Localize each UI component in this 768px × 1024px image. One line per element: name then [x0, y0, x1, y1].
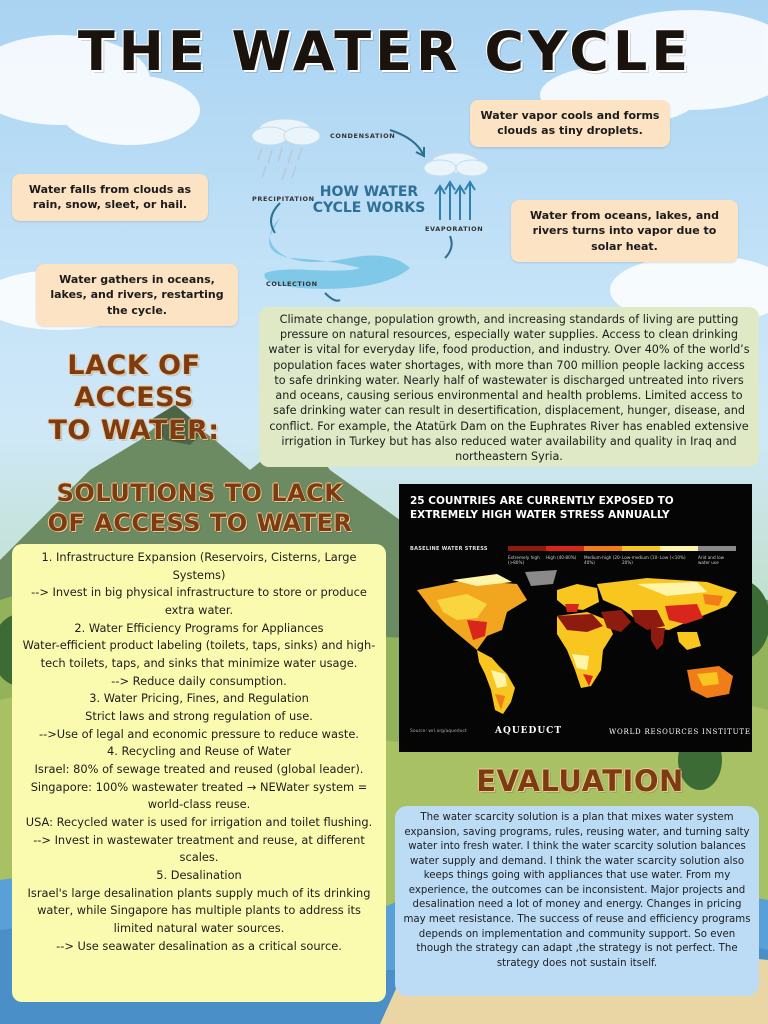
legend-label: Extremely high (>80%) [508, 555, 540, 566]
evaporation-note: Water from oceans, lakes, and rivers turns into vapor due to solar heat. [511, 200, 738, 262]
map-legend-labels [508, 555, 736, 566]
solution-line: Israel's large desalination plants supply much of its drinking water, while Singapore has multiple plants to address its limited natural water sources. [27, 885, 371, 936]
lack-heading-line2: TO WATER: [48, 414, 220, 446]
solution-line: --> Use seawater desalination as a critical source. [56, 938, 342, 953]
legend-swatch [698, 546, 736, 551]
legend-swatch [584, 546, 622, 551]
solutions-heading [20, 478, 380, 538]
evaporation-cloud-icon [424, 153, 488, 176]
legend-swatch [622, 546, 660, 551]
condensation-label: CONDENSATION [330, 132, 396, 140]
wri-logo: WORLD RESOURCES INSTITUTE [609, 728, 751, 736]
solution-line: --> Reduce daily consumption. [111, 673, 287, 688]
precipitation-label: PRECIPITATION [252, 195, 315, 203]
condensation-note: Water vapor cools and forms clouds as tiny droplets. [470, 100, 670, 147]
map-source: Source: wri.org/aqueduct [410, 729, 467, 734]
rain-icon [258, 148, 302, 180]
solution-line: USA: Recycled water is used for irrigation and toilet flushing. [25, 815, 373, 830]
river-shape [264, 218, 410, 289]
precipitation-note: Water falls from clouds as rain, snow, sleet, or hail. [12, 174, 208, 221]
solution-line: --> Invest in big physical infrastructure to store or produce extra water. [31, 585, 367, 618]
solution-line: Israel: 80% of sewage treated and reused (global leader). [34, 762, 364, 777]
solutions-heading-line2: OF ACCESS TO WATER [47, 509, 353, 537]
solution-line: Strict laws and strong regulation of use. [85, 709, 313, 724]
solution-line: 4. Recycling and Reuse of Water [106, 744, 292, 759]
map-legend-title: BASELINE WATER STRESS [410, 546, 488, 552]
world-map [407, 570, 745, 718]
solution-line: Singapore: 100% wastewater treated → NEWater system = world-class reuse. [30, 779, 368, 812]
solution-line: 1. Infrastructure Expansion (Reservoirs, Cisterns, Large Systems) [41, 550, 357, 582]
solution-line: 5. Desalination [156, 868, 242, 883]
evaporation-label: EVAPORATION [425, 225, 484, 233]
water-stress-map-panel [399, 484, 752, 752]
evaluation-text: The water scarcity solution is a plan that mixes water system expansion, saving programs, rules, reusing water, and turning salty water into fresh water. I think the water scarcity solution balances water supply and demand. I think the water scarcity solution also keeps things going with appliances that use water. From my experience, the outcomes can be inconsistent. Major projects and desalination need a lot of money and energy. Changes in pricing may meet resistance. The success of reuse and efficiency programs depends on implementation and community support. So even though the strategy can adapt ,the strategy is not perfect. The strategy does not sustain itself. [395, 806, 759, 996]
legend-label: Low (<10%) [660, 555, 686, 560]
collection-label: COLLECTION [266, 280, 318, 288]
cycle-center-title: HOW WATER CYCLE WORKS [312, 184, 426, 217]
solution-line: 2. Water Efficiency Programs for Appliances [74, 620, 324, 635]
evaporation-arrows-icon [435, 182, 475, 220]
legend-swatch [508, 546, 546, 551]
legend-swatch [546, 546, 584, 551]
collection-note: Water gathers in oceans, lakes, and rivers, restarting the cycle. [36, 264, 238, 326]
aqueduct-logo: AQUEDUCT [495, 726, 563, 736]
legend-label: High (40-80%) [546, 555, 577, 560]
evaluation-heading: EVALUATION [476, 764, 684, 798]
solution-line: --> Invest in wastewater treatment and reuse, at different scales. [33, 832, 365, 865]
solution-line: -->Use of legal and economic pressure to reduce waste. [38, 726, 360, 741]
solution-line: 3. Water Pricing, Fines, and Regulation [89, 691, 309, 706]
condensation-cloud-icon [252, 119, 320, 145]
legend-label: Medium-high (20-40%) [584, 555, 622, 566]
legend-swatch [660, 546, 698, 551]
legend-label: Low-medium (10-20%) [622, 555, 659, 566]
solutions-list [12, 544, 386, 1002]
page-title: THE WATER CYCLE [77, 20, 693, 83]
solution-line: Water-efficient product labeling (toilets, taps, sinks) and high-tech toilets, taps, and sinks that minimize water usage. [22, 638, 376, 671]
map-title: 25 COUNTRIES ARE CURRENTLY EXPOSED TO EXTREMELY HIGH WATER STRESS ANNUALLY [410, 495, 674, 522]
legend-label: Arid and low water use [698, 555, 725, 566]
solutions-heading-line1: SOLUTIONS TO LACK [56, 479, 344, 507]
map-legend-swatches [508, 546, 736, 551]
lack-of-access-text: Climate change, population growth, and increasing standards of living are putting pressure on natural resources, especially water supplies. Access to clean drinking water is vital for everyday life, food production, and industry. Over 40% of the world’s population faces water shortages, with more than 700 million people lacking access to safe drinking water. Nearly half of wastewater is discharged untreated into rivers and oceans, causing serious environmental and health problems. Limited access to safe drinking water can result in desertification, displacement, hunger, disease, and conflict. For example, the Atatürk Dam on the Euphrates River has enabled extensive irrigation in Turkey but has also reduced water availability and quality in Iraq and northeastern Syria. [259, 307, 759, 467]
lack-heading-line1: LACK OF ACCESS [67, 350, 201, 414]
lack-of-access-heading [14, 350, 254, 447]
